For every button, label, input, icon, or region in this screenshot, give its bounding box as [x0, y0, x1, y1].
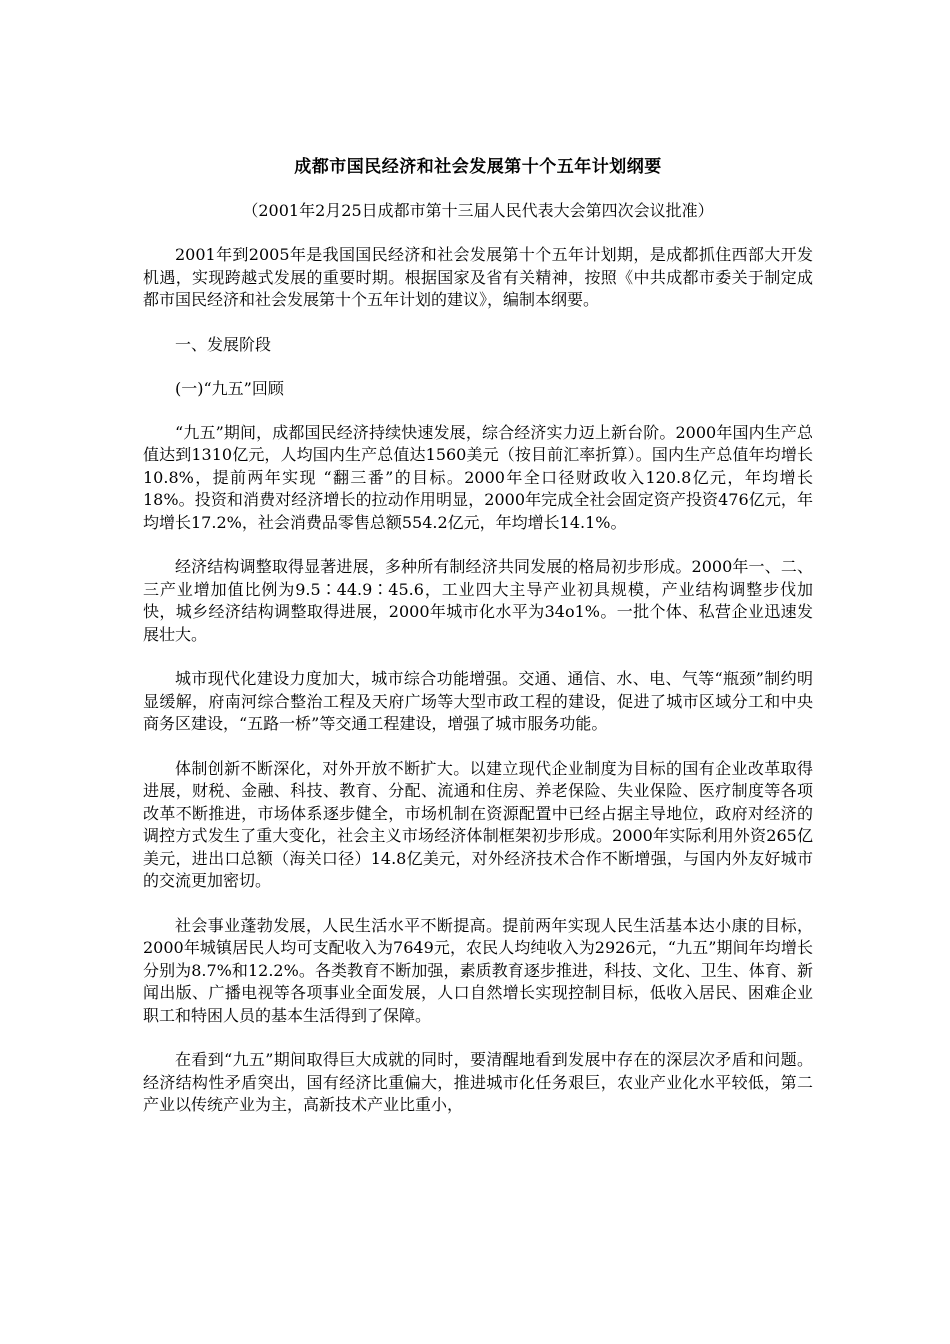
subsection-heading: (一)“九五”回顾	[175, 378, 284, 398]
section-heading: 一、发展阶段	[175, 334, 272, 354]
paragraph-institutional-reform: 体制创新不断深化，对外开放不断扩大。以建立现代企业制度为目标的国有企业改革取得进展，财税、金融、科技、教育、分配、流通和住房、养老保险、失业保险、医疗制度等各项改革不断推进，市场体系逐步健全，市场机制在资源配置中已经占据主导地位，政府对经济的调控方式发生了重大变化，社会主义市场经济体制框架初步形成。2000年实际利用外资265亿美元，进出口总额（海关口径）14.8亿美元，对外经济技术合作不断增强，与国内外友好城市的交流更加密切。	[143, 758, 813, 890]
document-page	[143, 156, 813, 1139]
intro-paragraph: 2001年到2005年是我国国民经济和社会发展第十个五年计划期，是成都抓住西部大开发机遇，实现跨越式发展的重要时期。根据国家及省有关精神，按照《中共成都市委关于制定成都市国民经济和社会发展第十个五年计划的建议》，编制本纲要。	[143, 245, 813, 309]
paragraph-problems: 在看到“九五”期间取得巨大成就的同时，要清醒地看到发展中存在的深层次矛盾和问题。经济结构性矛盾突出，国有经济比重偏大，推进城市化任务艰巨，农业产业化水平较低，第二产业以传统产业为主，高新技术产业比重小，	[143, 1050, 813, 1114]
paragraph-urban-construction: 城市现代化建设力度加大，城市综合功能增强。交通、通信、水、电、气等“瓶颈”制约明显缓解，府南河综合整治工程及天府广场等大型市政工程的建设，促进了城市区域分工和中央商务区建设，“五路一桥”等交通工程建设，增强了城市服务功能。	[143, 669, 813, 733]
paragraph-economy-growth: “九五”期间，成都国民经济持续快速发展，综合经济实力迈上新台阶。2000年国内生产总值达到1310亿元，人均国内生产总值达1560美元（按目前汇率折算）。国内生产总值年均增长10.8%，提前两年实现 “翻三番”的目标。2000年全口径财政收入120.8亿元，年均增长18%。投资和消费对经济增长的拉动作用明显，2000年完成全社会固定资产投资476亿元，年均增长17.2%，社会消费品零售总额554.2亿元，年均增长14.1%。	[143, 422, 813, 532]
paragraph-structure-adjustment: 经济结构调整取得显著进展，多种所有制经济共同发展的格局初步形成。2000年一、二、三产业增加值比例为9.5∶44.9∶45.6，工业四大主导产业初具规模，产业结构调整步伐加快，城乡经济结构调整取得进展，2000年城市化水平为34o1%。一批个体、私营企业迅速发展壮大。	[143, 557, 813, 644]
document-title: 成都市国民经济和社会发展第十个五年计划纲要	[294, 157, 662, 177]
document-subtitle: （2001年2月25日成都市第十三届人民代表大会第四次会议批准）	[242, 201, 714, 220]
paragraph-social-development: 社会事业蓬勃发展，人民生活水平不断提高。提前两年实现人民生活基本达小康的目标，2000年城镇居民人均可支配收入为7649元，农民人均纯收入为2926元，“九五”期间年均增长分别为8.7%和12.2%。各类教育不断加强，素质教育逐步推进，科技、文化、卫生、体育、新闻出版、广播电视等各项事业全面发展，人口自然增长实现控制目标，低收入居民、困难企业职工和特困人员的基本生活得到了保障。	[143, 915, 813, 1025]
